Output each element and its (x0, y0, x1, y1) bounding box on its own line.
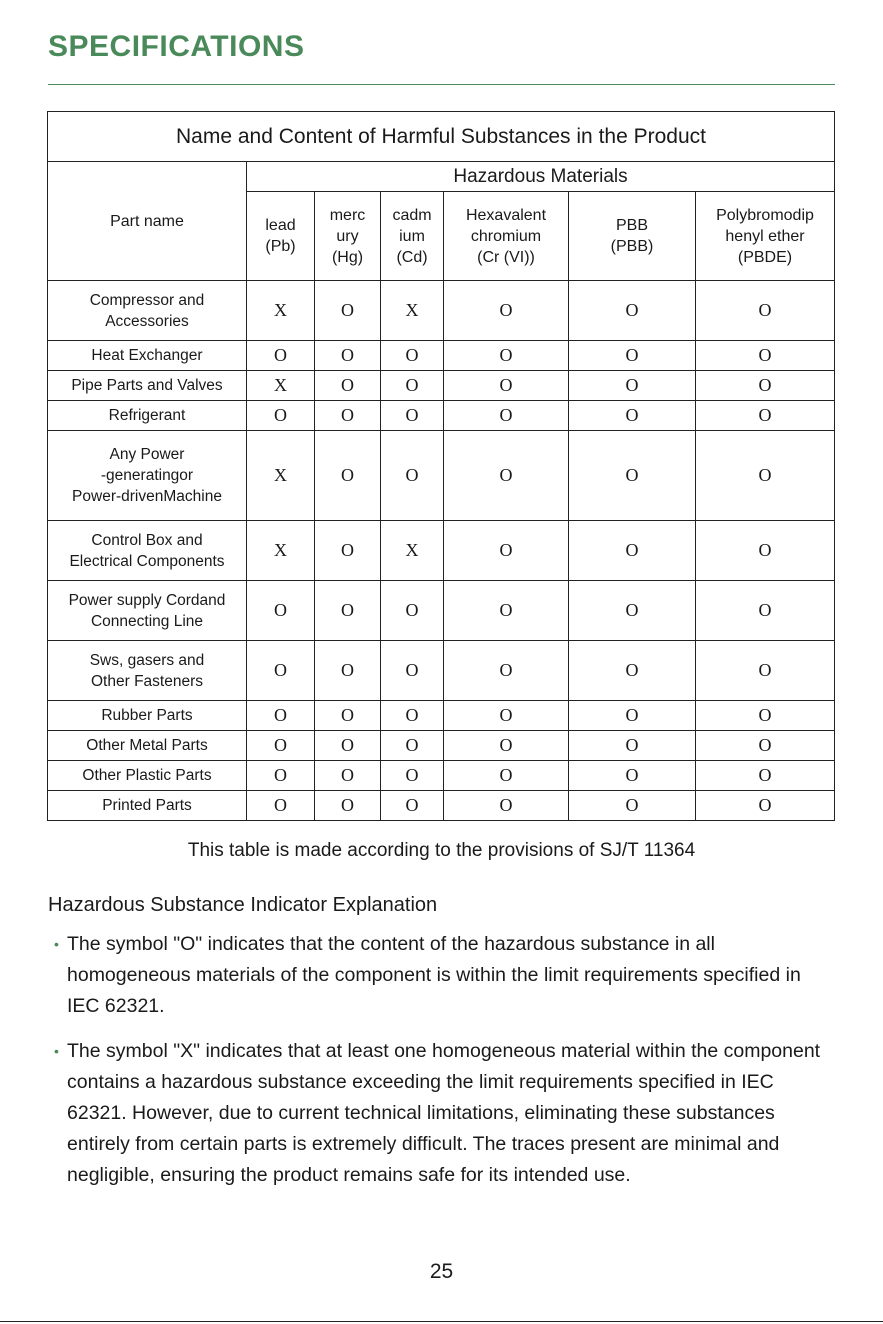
substance-mark-cell: O (444, 791, 569, 821)
substance-mark-cell: O (381, 641, 444, 701)
substance-mark-cell: X (247, 281, 315, 341)
substance-mark-cell: O (696, 521, 835, 581)
part-name-cell: Any Power -generatingor Power-drivenMachine (48, 431, 247, 521)
substance-mark-cell: X (247, 371, 315, 401)
explanation-heading: Hazardous Substance Indicator Explanation (48, 894, 438, 916)
table-caption: Name and Content of Harmful Substances in the Product (48, 112, 835, 162)
substance-mark-cell: O (315, 281, 381, 341)
table-row (48, 731, 835, 761)
substance-mark-cell: O (444, 371, 569, 401)
column-header-pbde: Polybromodip henyl ether (PBDE) (696, 192, 835, 281)
substance-mark-cell: O (696, 341, 835, 371)
substance-mark-cell: X (247, 431, 315, 521)
table-row (48, 791, 835, 821)
substance-mark-cell: X (381, 521, 444, 581)
explanation-text: The symbol "X" indicates that at least one homogeneous material within the component contains a hazardous substance exceeding the limit requirements specified in IEC 62321. However, due to current technical limitations, eliminating these substances entirely from certain parts is extremely difficult. The traces present are minimal and negligible, ensuring the product remains safe for its intended use. (67, 1040, 821, 1186)
bullet-icon: • (54, 936, 59, 952)
substance-mark-cell: O (315, 341, 381, 371)
substance-mark-cell: O (381, 371, 444, 401)
substance-mark-cell: O (444, 731, 569, 761)
substance-mark-cell: O (444, 431, 569, 521)
substance-mark-cell: O (444, 581, 569, 641)
column-header-mercury: merc ury (Hg) (315, 192, 381, 281)
bullet-icon: • (54, 1043, 59, 1059)
table-row (48, 581, 835, 641)
part-name-cell: Printed Parts (48, 791, 247, 821)
title-divider (48, 84, 835, 85)
table-row (48, 341, 835, 371)
column-header-cadmium: cadm ium (Cd) (381, 192, 444, 281)
substance-mark-cell: O (569, 761, 696, 791)
substance-mark-cell: O (247, 341, 315, 371)
substance-mark-cell: O (247, 701, 315, 731)
part-name-header: Part name (48, 162, 247, 281)
substance-mark-cell: O (381, 731, 444, 761)
explanation-text: The symbol "O" indicates that the content of the hazardous substance in all homogeneous materials of the component is within the limit requirements specified in IEC 62321. (67, 933, 801, 1017)
page-title: SPECIFICATIONS (48, 30, 305, 63)
page-number: 25 (429, 1260, 454, 1283)
substance-mark-cell: O (569, 371, 696, 401)
substance-mark-cell: O (569, 791, 696, 821)
substance-mark-cell: O (569, 581, 696, 641)
substance-mark-cell: O (696, 281, 835, 341)
part-name-cell: Other Metal Parts (48, 731, 247, 761)
substance-mark-cell: O (315, 641, 381, 701)
column-header-hexavalent-chromium: Hexavalent chromium (Cr (VI)) (444, 192, 569, 281)
substance-mark-cell: O (247, 401, 315, 431)
substance-mark-cell: O (444, 761, 569, 791)
page-bottom-border (0, 1321, 883, 1322)
substance-mark-cell: O (696, 581, 835, 641)
substance-mark-cell: O (315, 761, 381, 791)
substance-mark-cell: O (444, 341, 569, 371)
substance-mark-cell: O (444, 641, 569, 701)
substance-mark-cell: O (696, 701, 835, 731)
substance-mark-cell: O (569, 401, 696, 431)
substance-mark-cell: O (696, 791, 835, 821)
substance-mark-cell: O (444, 401, 569, 431)
substance-mark-cell: O (315, 431, 381, 521)
substance-mark-cell: O (381, 761, 444, 791)
substance-mark-cell: O (315, 371, 381, 401)
substance-mark-cell: O (569, 641, 696, 701)
substance-mark-cell: O (381, 701, 444, 731)
part-name-cell: Refrigerant (48, 401, 247, 431)
substance-mark-cell: O (569, 281, 696, 341)
substance-mark-cell: X (247, 521, 315, 581)
explanation-item (48, 1036, 838, 1191)
substance-mark-cell: O (247, 581, 315, 641)
part-name-cell: Control Box and Electrical Components (48, 521, 247, 581)
part-name-cell: Other Plastic Parts (48, 761, 247, 791)
part-name-cell: Power supply Cordand Connecting Line (48, 581, 247, 641)
substance-mark-cell: O (381, 431, 444, 521)
substance-mark-cell: O (696, 371, 835, 401)
table-row (48, 761, 835, 791)
part-name-cell: Rubber Parts (48, 701, 247, 731)
substance-mark-cell: O (247, 731, 315, 761)
substance-mark-cell: O (381, 341, 444, 371)
substance-mark-cell: O (247, 641, 315, 701)
substance-mark-cell: O (381, 581, 444, 641)
substance-mark-cell: O (569, 701, 696, 731)
column-header-lead: lead (Pb) (247, 192, 315, 281)
part-name-cell: Heat Exchanger (48, 341, 247, 371)
explanation-list (48, 929, 838, 1205)
column-header-pbb: PBB (PBB) (569, 192, 696, 281)
substance-mark-cell: O (444, 281, 569, 341)
substance-mark-cell: O (315, 791, 381, 821)
table-row (48, 641, 835, 701)
substance-mark-cell: O (696, 761, 835, 791)
substance-mark-cell: O (696, 401, 835, 431)
substance-mark-cell: O (247, 761, 315, 791)
substance-mark-cell: O (381, 791, 444, 821)
substance-mark-cell: O (696, 641, 835, 701)
hazardous-substances-table (47, 111, 835, 821)
substance-mark-cell: X (381, 281, 444, 341)
table-row (48, 371, 835, 401)
substance-mark-cell: O (569, 431, 696, 521)
part-name-cell: Pipe Parts and Valves (48, 371, 247, 401)
substance-mark-cell: O (569, 731, 696, 761)
table-footnote: This table is made according to the provisions of SJ/T 11364 (187, 840, 696, 861)
substance-mark-cell: O (315, 521, 381, 581)
substance-mark-cell: O (315, 581, 381, 641)
substance-mark-cell: O (315, 731, 381, 761)
table-row (48, 521, 835, 581)
substance-mark-cell: O (315, 401, 381, 431)
part-name-cell: Compressor and Accessories (48, 281, 247, 341)
substance-mark-cell: O (381, 401, 444, 431)
substance-mark-cell: O (247, 791, 315, 821)
substance-mark-cell: O (569, 341, 696, 371)
substance-mark-cell: O (315, 701, 381, 731)
table-row (48, 401, 835, 431)
substance-mark-cell: O (569, 521, 696, 581)
substance-mark-cell: O (444, 521, 569, 581)
part-name-cell: Sws, gasers and Other Fasteners (48, 641, 247, 701)
substance-mark-cell: O (696, 431, 835, 521)
substance-mark-cell: O (696, 731, 835, 761)
hazardous-materials-header: Hazardous Materials (247, 162, 835, 192)
table-row (48, 281, 835, 341)
table-row (48, 431, 835, 521)
table-row (48, 701, 835, 731)
substance-mark-cell: O (444, 701, 569, 731)
explanation-item (48, 929, 838, 1022)
